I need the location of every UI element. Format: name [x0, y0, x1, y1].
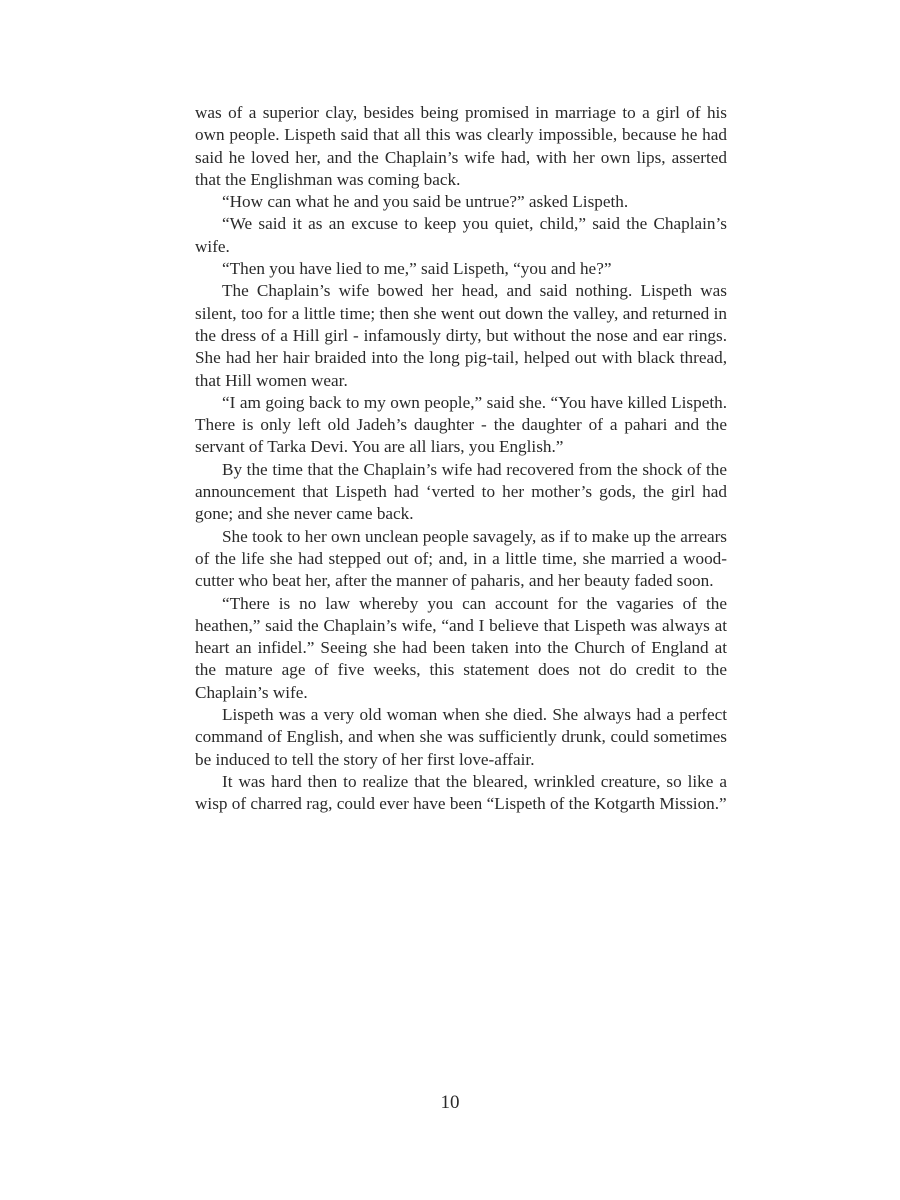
page-number: 10: [440, 1092, 460, 1113]
paragraph-9: “There is no law whereby you can account for the vagaries of the heathen,” said the Chaplain’s wife, “and I believe that Lispeth was always at heart an infidel.” Seeing she had been taken into the Church of England at the mature age of five weeks, this statement does not do credit to the Chaplain’s wife.: [195, 593, 727, 702]
paragraph-6: “I am going back to my own people,” said she. “You have killed Lispeth. There is only left old Jadeh’s daughter - the daughter of a pahari and the servant of Tarka Devi. You are all liars, you English.”: [195, 392, 727, 457]
paragraph-4: “Then you have lied to me,” said Lispeth, “you and he?”: [222, 259, 612, 279]
paragraph-10: Lispeth was a very old woman when she died. She always had a perfect command of English, and when she was sufficiently drunk, could sometimes be induced to tell the story of her first love-affair.: [195, 705, 727, 769]
paragraph-5: The Chaplain’s wife bowed her head, and said nothing. Lispeth was silent, too for a little time; then she went out down the valley, and returned in the dress of a Hill girl - infamously dirty, but without the nose and ear rings. She had her hair braided into the long pig-tail, helped out with black thread, that Hill women wear.: [195, 281, 727, 390]
paragraph-8: She took to her own unclean people savagely, as if to make up the arrears of the life she had stepped out of; and, in a little time, she married a wood-cutter who beat her, after the manner of paharis, and her beauty faded soon.: [195, 526, 727, 591]
paragraph-3: “We said it as an excuse to keep you quiet, child,” said the Chaplain’s wife.: [195, 214, 727, 256]
paragraph-2: “How can what he and you said be untrue?” asked Lispeth.: [222, 192, 629, 212]
paragraph-1: was of a superior clay, besides being promised in marriage to a girl of his own people. Lispeth said that all this was clearly impossible, because he had said he loved her, and the Chaplain’s wife had, with her own lips, asserted that the Englishman was coming back.: [195, 103, 727, 189]
paragraph-7: By the time that the Chaplain’s wife had recovered from the shock of the announcement that Lispeth had ‘verted to her mother’s gods, the girl had gone; and she never came back.: [195, 459, 727, 524]
paragraph-11: It was hard then to realize that the bleared, wrinkled creature, so like a wisp of charred rag, could ever have been “Lispeth of the Kotgarth Mission.”: [195, 771, 727, 814]
body-text: [195, 102, 727, 816]
